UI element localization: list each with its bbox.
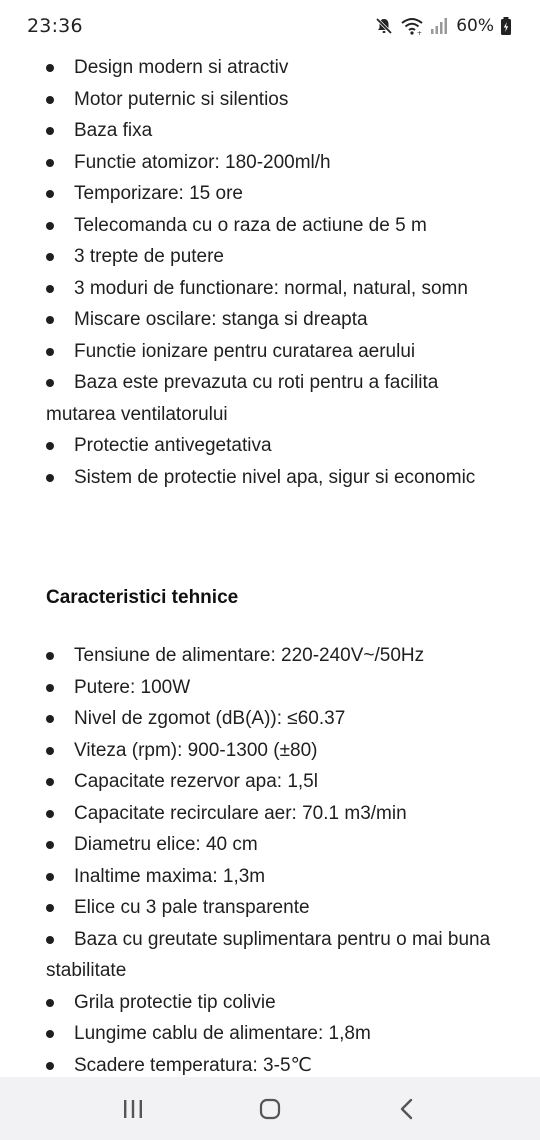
home-button[interactable] — [240, 1087, 300, 1131]
features-list — [0, 52, 540, 493]
list-item: Sistem de protectie nivel apa, sigur si economic — [0, 462, 540, 494]
list-item: Tensiune de alimentare: 220-240V~/50Hz — [0, 640, 540, 672]
back-button[interactable] — [377, 1087, 437, 1131]
list-item: Functie ionizare pentru curatarea aerului — [0, 336, 540, 368]
list-item: Motor puternic si silentios — [0, 84, 540, 116]
list-item: Baza cu greutate suplimentara pentru o mai buna stabilitate — [46, 928, 491, 981]
list-item: Putere: 100W — [0, 672, 540, 704]
list-item: Scadere temperatura: 3-5℃ — [0, 1050, 540, 1078]
recents-icon — [121, 1098, 145, 1120]
list-item: Design modern si atractiv — [0, 52, 540, 84]
list-item: Baza este prevazuta cu roti pentru a facilita mutarea ventilatorului — [46, 372, 439, 425]
list-item: 3 trepte de putere — [0, 241, 540, 273]
list-item: Capacitate recirculare aer: 70.1 m3/min — [0, 798, 540, 830]
status-icons — [374, 16, 512, 36]
wifi-icon — [400, 16, 424, 36]
list-item: 3 moduri de functionare: normal, natural, somn — [0, 273, 540, 305]
list-item: Diametru elice: 40 cm — [0, 829, 540, 861]
home-icon — [258, 1097, 282, 1121]
navigation-bar — [0, 1077, 540, 1140]
status-bar — [0, 0, 540, 52]
specs-list — [0, 640, 540, 1077]
specs-heading: Caracteristici tehnice — [46, 587, 239, 608]
list-item: Telecomanda cu o raza de actiune de 5 m — [0, 210, 540, 242]
list-item: Functie atomizor: 180-200ml/h — [0, 147, 540, 179]
list-item: Inaltime maxima: 1,3m — [0, 861, 540, 893]
list-item: Miscare oscilare: stanga si dreapta — [0, 304, 540, 336]
back-icon — [397, 1097, 417, 1121]
recents-button[interactable] — [103, 1087, 163, 1131]
list-item: Grila protectie tip colivie — [0, 987, 540, 1019]
list-item: Temporizare: 15 ore — [0, 178, 540, 210]
list-item: Baza fixa — [0, 115, 540, 147]
list-item: Capacitate rezervor apa: 1,5l — [0, 766, 540, 798]
list-item: Protectie antivegetativa — [0, 430, 540, 462]
status-time: 23:36 — [27, 15, 83, 37]
battery-percent: 60% — [456, 16, 494, 36]
mute-icon — [374, 16, 394, 36]
signal-icon — [430, 17, 448, 35]
list-item: Viteza (rpm): 900-1300 (±80) — [0, 735, 540, 767]
list-item: Elice cu 3 pale transparente — [0, 892, 540, 924]
list-item: Nivel de zgomot (dB(A)): ≤60.37 — [0, 703, 540, 735]
battery-icon — [500, 16, 512, 36]
list-item: Lungime cablu de alimentare: 1,8m — [0, 1018, 540, 1050]
product-description — [0, 52, 540, 1077]
svg-text:+: + — [417, 30, 423, 36]
